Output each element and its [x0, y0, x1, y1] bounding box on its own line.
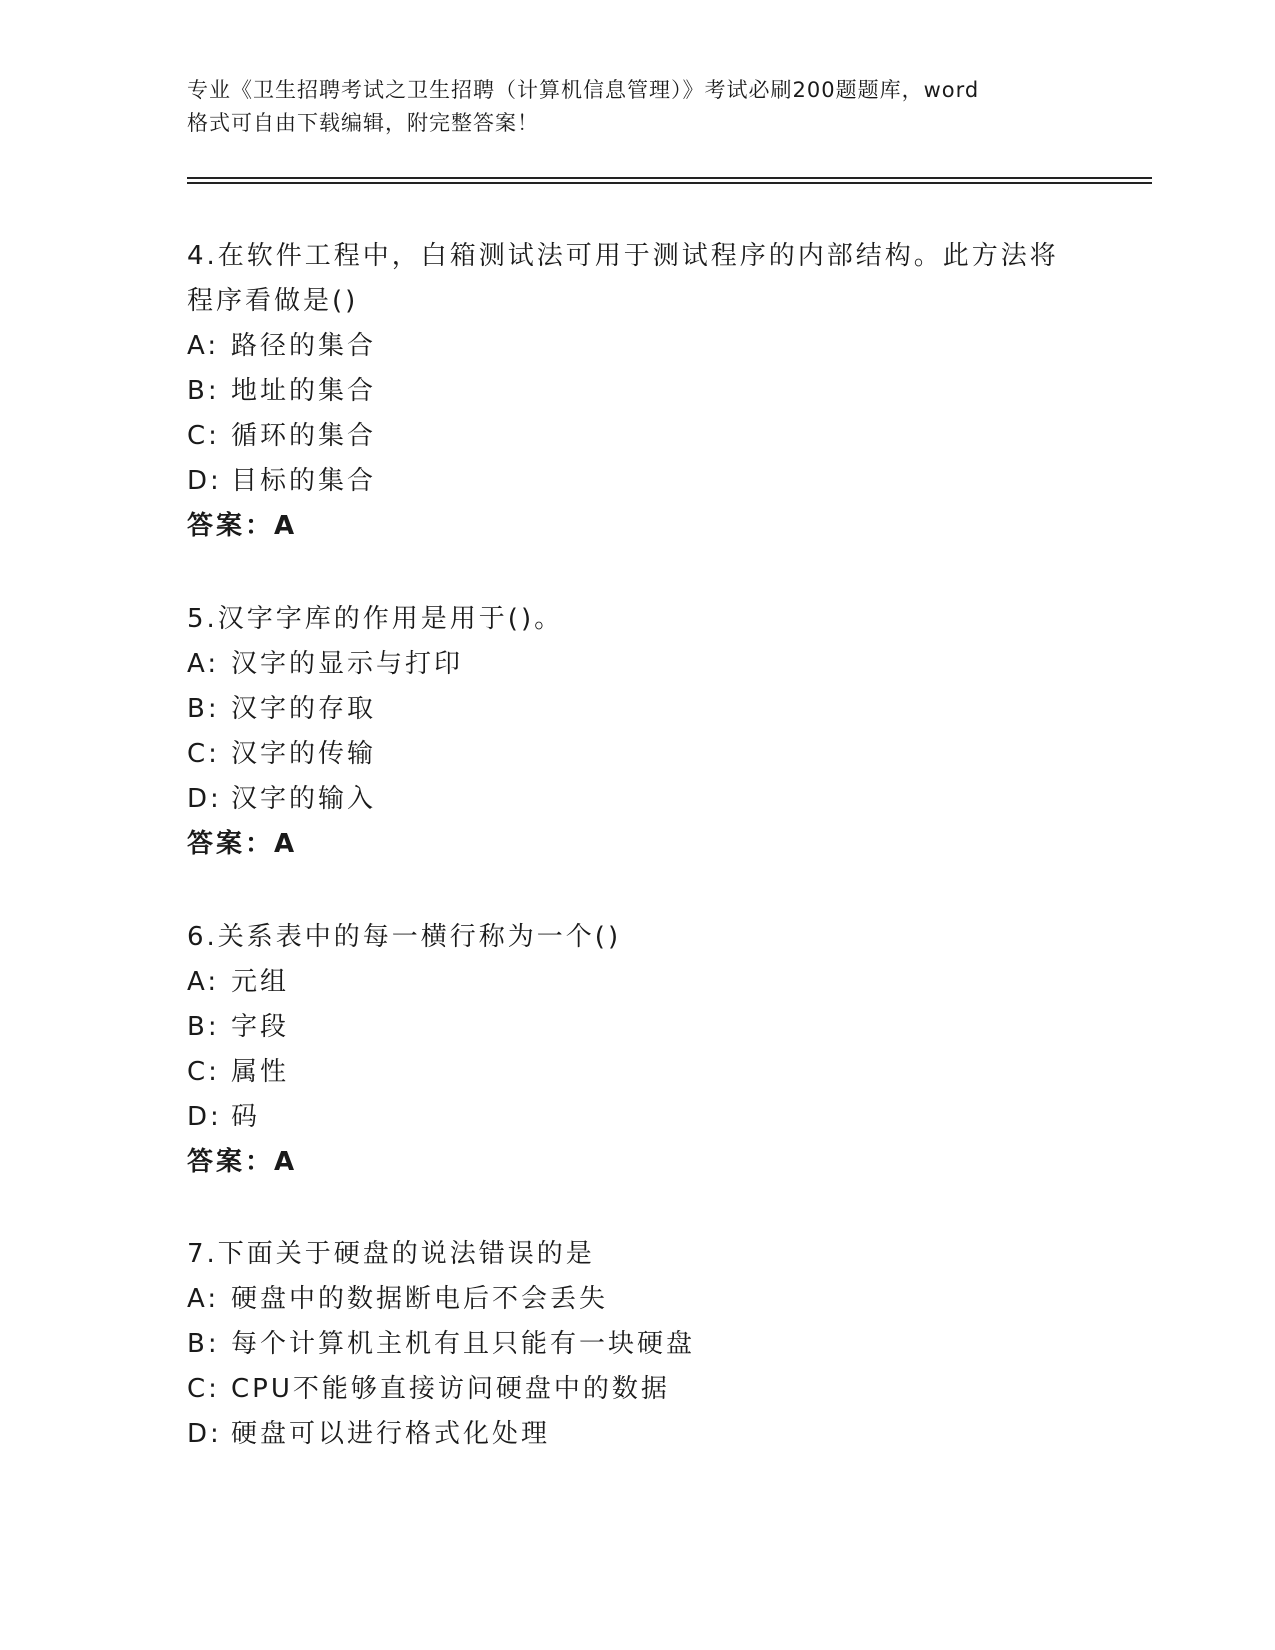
option-key: C:: [187, 421, 220, 451]
option-key: C:: [187, 1057, 220, 1087]
option-key: B:: [187, 694, 220, 724]
question-7: [187, 1232, 1087, 1457]
option-key: D:: [187, 466, 222, 496]
question-6: [187, 915, 1087, 1185]
option-text: 字段: [231, 1012, 290, 1042]
option-a: [187, 642, 1087, 687]
answer-line: 答案：A: [187, 829, 298, 859]
option-c: [187, 1367, 1087, 1412]
option-d: [187, 1095, 1087, 1140]
option-key: A:: [187, 1284, 220, 1314]
question-stem-continued: 程序看做是(): [187, 286, 359, 316]
option-key: A:: [187, 649, 220, 679]
option-text: 每个计算机主机有且只能有一块硬盘: [231, 1329, 696, 1359]
option-text: CPU不能够直接访问硬盘中的数据: [231, 1374, 670, 1404]
option-key: A:: [187, 331, 220, 361]
answer-line: 答案：A: [187, 1147, 298, 1177]
option-a: [187, 1277, 1087, 1322]
option-text: 汉字的传输: [231, 739, 377, 769]
option-key: D:: [187, 1419, 222, 1449]
answer-line: 答案：A: [187, 511, 298, 541]
option-text: 汉字的存取: [231, 694, 377, 724]
question-stem: 7.下面关于硬盘的说法错误的是: [187, 1239, 595, 1269]
option-key: C:: [187, 1374, 220, 1404]
question-stem: 4.在软件工程中，白箱测试法可用于测试程序的内部结构。此方法将: [187, 241, 1059, 271]
option-text: 目标的集合: [231, 466, 377, 496]
option-c: [187, 732, 1087, 777]
option-key: B:: [187, 1012, 220, 1042]
question-5: [187, 597, 1087, 867]
option-key: A:: [187, 967, 220, 997]
option-d: [187, 777, 1087, 822]
option-c: [187, 1050, 1087, 1095]
option-text: 硬盘可以进行格式化处理: [231, 1419, 551, 1449]
header-divider-bottom: [187, 182, 1152, 184]
option-text: 码: [231, 1102, 261, 1132]
question-4: [187, 234, 1087, 549]
document-header: [187, 74, 1087, 140]
option-text: 元组: [231, 967, 290, 997]
option-key: D:: [187, 784, 222, 814]
option-text: 循环的集合: [231, 421, 377, 451]
question-stem: 5.汉字字库的作用是用于()。: [187, 604, 564, 634]
option-key: B:: [187, 1329, 220, 1359]
option-d: [187, 1412, 1087, 1457]
option-text: 硬盘中的数据断电后不会丢失: [231, 1284, 609, 1314]
option-text: 路径的集合: [231, 331, 377, 361]
option-key: C:: [187, 739, 220, 769]
option-a: [187, 324, 1087, 369]
option-b: [187, 369, 1087, 414]
option-b: [187, 687, 1087, 732]
option-c: [187, 414, 1087, 459]
header-title-line-1: 专业《卫生招聘考试之卫生招聘（计算机信息管理）》考试必刷200题题库，word: [187, 78, 980, 102]
option-text: 属性: [231, 1057, 290, 1087]
option-text: 汉字的输入: [231, 784, 377, 814]
question-stem: 6.关系表中的每一横行称为一个(): [187, 922, 622, 952]
option-key: D:: [187, 1102, 222, 1132]
option-b: [187, 1005, 1087, 1050]
option-text: 地址的集合: [231, 376, 377, 406]
option-a: [187, 960, 1087, 1005]
option-text: 汉字的显示与打印: [231, 649, 464, 679]
option-b: [187, 1322, 1087, 1367]
header-divider-top: [187, 177, 1152, 179]
option-d: [187, 459, 1087, 504]
header-title-line-2: 格式可自由下载编辑，附完整答案！: [187, 111, 539, 135]
option-key: B:: [187, 376, 220, 406]
